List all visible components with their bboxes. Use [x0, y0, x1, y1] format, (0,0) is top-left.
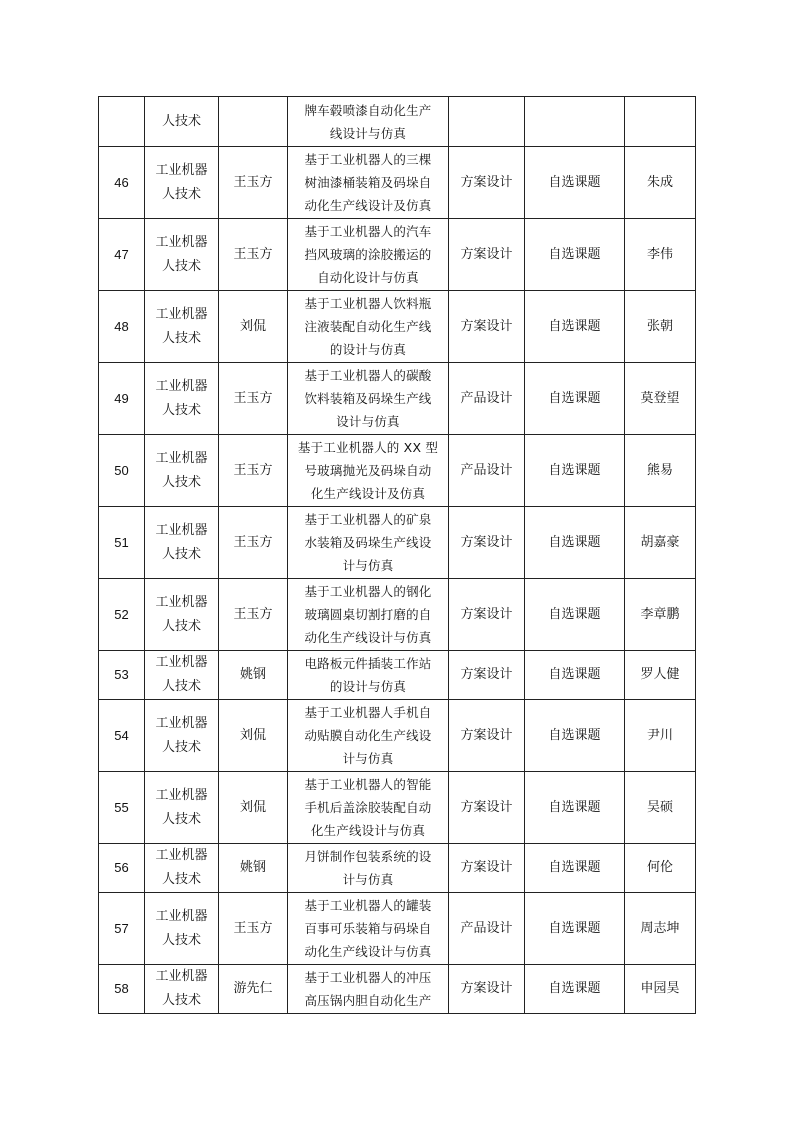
major-cell: 工业机器 人技术: [145, 291, 219, 363]
topic-source-cell: 自选课题: [525, 507, 625, 579]
table-row: [99, 893, 696, 965]
row-number: 53: [99, 651, 145, 700]
topic-source-cell: 自选课题: [525, 363, 625, 435]
row-number: 47: [99, 219, 145, 291]
row-number: 54: [99, 700, 145, 772]
table-row: [99, 435, 696, 507]
advisor-cell: 姚钢: [219, 844, 288, 893]
major-cell: 工业机器 人技术: [145, 700, 219, 772]
topic-type-cell: 产品设计: [449, 893, 525, 965]
table-row: [99, 844, 696, 893]
student-cell: 罗人健: [625, 651, 696, 700]
major-cell: 工业机器 人技术: [145, 965, 219, 1014]
major-cell: 工业机器 人技术: [145, 219, 219, 291]
advisor-cell: 王玉方: [219, 579, 288, 651]
student-cell: 尹川: [625, 700, 696, 772]
major-cell: 工业机器 人技术: [145, 651, 219, 700]
table-row: [99, 291, 696, 363]
topic-title-cell: 基于工业机器人的冲压 高压锅内胆自动化生产: [288, 965, 449, 1014]
topic-type-cell: 方案设计: [449, 147, 525, 219]
topic-title-cell: 月饼制作包装系统的设 计与仿真: [288, 844, 449, 893]
topic-source-cell: 自选课题: [525, 291, 625, 363]
advisor-cell: 王玉方: [219, 147, 288, 219]
row-number: 49: [99, 363, 145, 435]
row-number: 52: [99, 579, 145, 651]
advisor-cell: 王玉方: [219, 893, 288, 965]
advisor-cell: 王玉方: [219, 435, 288, 507]
student-cell: 申园昊: [625, 965, 696, 1014]
row-number: 57: [99, 893, 145, 965]
topic-title-cell: 基于工业机器人的三棵 树油漆桶装箱及码垛自 动化生产线设计及仿真: [288, 147, 449, 219]
topic-type-cell: 产品设计: [449, 435, 525, 507]
advisor-cell: 刘侃: [219, 772, 288, 844]
advisor-cell: 王玉方: [219, 507, 288, 579]
thesis-topic-table: [98, 96, 696, 1014]
advisor-cell: [219, 97, 288, 147]
topic-title-cell: 基于工业机器人的汽车 挡风玻璃的涂胶搬运的 自动化设计与仿真: [288, 219, 449, 291]
topic-source-cell: [525, 97, 625, 147]
student-cell: 李伟: [625, 219, 696, 291]
major-cell: 工业机器 人技术: [145, 507, 219, 579]
major-cell: 工业机器 人技术: [145, 893, 219, 965]
topic-title-cell: 基于工业机器人的矿泉 水装箱及码垛生产线设 计与仿真: [288, 507, 449, 579]
topic-title-cell: 电路板元件插装工作站 的设计与仿真: [288, 651, 449, 700]
topic-source-cell: 自选课题: [525, 844, 625, 893]
row-number: 51: [99, 507, 145, 579]
topic-type-cell: 方案设计: [449, 219, 525, 291]
advisor-cell: 王玉方: [219, 219, 288, 291]
topic-type-cell: 方案设计: [449, 700, 525, 772]
topic-source-cell: 自选课题: [525, 579, 625, 651]
topic-type-cell: 产品设计: [449, 363, 525, 435]
topic-type-cell: 方案设计: [449, 291, 525, 363]
table-row: [99, 965, 696, 1014]
topic-source-cell: 自选课题: [525, 772, 625, 844]
topic-title-cell: 基于工业机器人的罐装 百事可乐装箱与码垛自 动化生产线设计与仿真: [288, 893, 449, 965]
topic-source-cell: 自选课题: [525, 965, 625, 1014]
table-row: [99, 219, 696, 291]
table-row: [99, 363, 696, 435]
topic-type-cell: 方案设计: [449, 507, 525, 579]
topic-title-cell: 基于工业机器人的智能 手机后盖涂胶装配自动 化生产线设计与仿真: [288, 772, 449, 844]
student-cell: 周志坤: [625, 893, 696, 965]
table-row: [99, 147, 696, 219]
student-cell: 张朝: [625, 291, 696, 363]
topic-title-cell: 基于工业机器人的碳酸 饮料装箱及码垛生产线 设计与仿真: [288, 363, 449, 435]
topic-source-cell: 自选课题: [525, 147, 625, 219]
advisor-cell: 姚钢: [219, 651, 288, 700]
advisor-cell: 游先仁: [219, 965, 288, 1014]
topic-type-cell: 方案设计: [449, 844, 525, 893]
student-cell: 熊易: [625, 435, 696, 507]
topic-source-cell: 自选课题: [525, 893, 625, 965]
row-number: 50: [99, 435, 145, 507]
topic-type-cell: 方案设计: [449, 965, 525, 1014]
student-cell: 朱成: [625, 147, 696, 219]
row-number: 58: [99, 965, 145, 1014]
student-cell: 何伦: [625, 844, 696, 893]
table-row: [99, 651, 696, 700]
major-cell: 工业机器 人技术: [145, 435, 219, 507]
topic-title-cell: 牌车毂喷漆自动化生产 线设计与仿真: [288, 97, 449, 147]
topic-type-cell: [449, 97, 525, 147]
table-row: [99, 772, 696, 844]
row-number: 55: [99, 772, 145, 844]
table-row: [99, 97, 696, 147]
advisor-cell: 刘侃: [219, 291, 288, 363]
topic-source-cell: 自选课题: [525, 219, 625, 291]
row-number: 46: [99, 147, 145, 219]
row-number: [99, 97, 145, 147]
student-cell: [625, 97, 696, 147]
topic-type-cell: 方案设计: [449, 772, 525, 844]
student-cell: 李章鹏: [625, 579, 696, 651]
topic-title-cell: 基于工业机器人手机自 动贴膜自动化生产线设 计与仿真: [288, 700, 449, 772]
topic-title-cell: 基于工业机器人的钢化 玻璃圆桌切割打磨的自 动化生产线设计与仿真: [288, 579, 449, 651]
row-number: 48: [99, 291, 145, 363]
topic-type-cell: 方案设计: [449, 579, 525, 651]
major-cell: 工业机器 人技术: [145, 363, 219, 435]
table-row: [99, 507, 696, 579]
topic-source-cell: 自选课题: [525, 651, 625, 700]
major-cell: 工业机器 人技术: [145, 772, 219, 844]
table-row: [99, 700, 696, 772]
topic-title-cell: 基于工业机器人的 XX 型 号玻璃抛光及码垛自动 化生产线设计及仿真: [288, 435, 449, 507]
topic-source-cell: 自选课题: [525, 435, 625, 507]
table-row: [99, 579, 696, 651]
topic-type-cell: 方案设计: [449, 651, 525, 700]
row-number: 56: [99, 844, 145, 893]
major-cell: 人技术: [145, 97, 219, 147]
major-cell: 工业机器 人技术: [145, 844, 219, 893]
advisor-cell: 刘侃: [219, 700, 288, 772]
topic-source-cell: 自选课题: [525, 700, 625, 772]
student-cell: 吴硕: [625, 772, 696, 844]
student-cell: 胡嘉豪: [625, 507, 696, 579]
advisor-cell: 王玉方: [219, 363, 288, 435]
major-cell: 工业机器 人技术: [145, 579, 219, 651]
major-cell: 工业机器 人技术: [145, 147, 219, 219]
table-body: [99, 97, 696, 1014]
topic-title-cell: 基于工业机器人饮料瓶 注液装配自动化生产线 的设计与仿真: [288, 291, 449, 363]
student-cell: 莫登望: [625, 363, 696, 435]
